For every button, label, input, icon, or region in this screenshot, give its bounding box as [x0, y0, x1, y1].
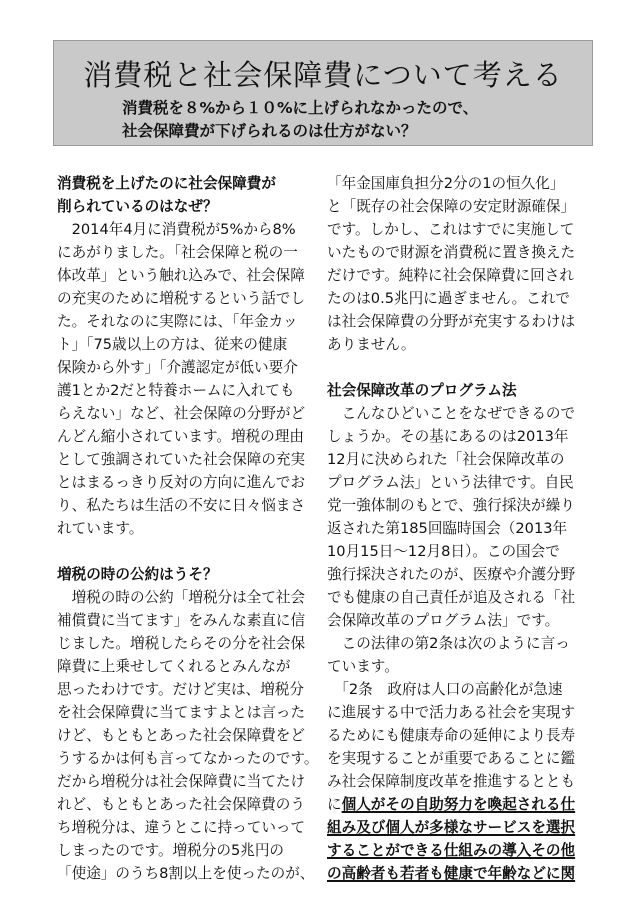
body-line: は社会保障費の分野が充実するわけは: [327, 313, 576, 330]
body-line: です。しかし、これはすでに実施して: [327, 221, 575, 238]
body-line: しまったのです。増税分の5兆円の: [57, 842, 285, 859]
body-line: だから増税分は社会保障費に当てたけ: [57, 773, 306, 790]
body-line: 10月15日～12月8日）。この国会で: [327, 543, 560, 560]
section-heading: 削られているのはなぜ？: [57, 198, 218, 215]
paragraph-gap: [327, 356, 593, 379]
body-line: み社会保障制度改革を推進するととも: [327, 773, 576, 790]
subtitle-line: 社会保障費が下げられるのは仕方がない？: [122, 122, 417, 140]
section-heading: 社会保障改革のプログラム法: [327, 382, 517, 399]
body-line: 思ったわけです。だけど実は、増税分: [57, 681, 304, 698]
body-line: プログラム法」という法律です。自民: [327, 474, 574, 491]
underlined-phrase: 個人がその自助努力を喚起される仕: [341, 796, 576, 813]
body-line: 12月に決められた「社会保障改革の: [327, 451, 565, 468]
law-quote-line: [327, 839, 593, 862]
right-column: [327, 172, 593, 885]
body-line: 障費に上乗せしてくれるとみんなが: [57, 658, 291, 675]
body-line: ています。: [327, 658, 399, 675]
left-column: [57, 172, 319, 885]
body-line: に進展する中で活力ある社会を実現す: [327, 704, 576, 721]
law-quote: [327, 678, 593, 793]
paragraph-gap: [57, 540, 319, 563]
body-line: 補償費に当てます」をみんな素直に信: [57, 612, 306, 629]
body-line: 体改革」という触れ込みで、社会保障: [57, 267, 305, 284]
body-line: 「使途」のうち8割以上を使ったのが、: [57, 865, 315, 882]
body-line: 2014年4月に消費税が5%から8%: [57, 221, 296, 238]
underlined-phrase: することができる仕組みの導入その他: [327, 842, 576, 859]
body-line: を社会保障費に当てますよとは言った: [57, 704, 306, 721]
body-line: 返された第185回臨時国会（2013年: [327, 520, 568, 537]
page-subtitle: [122, 97, 478, 143]
law-quote-line: [327, 816, 593, 839]
section-body: [327, 402, 593, 678]
section-body: [57, 586, 319, 885]
body-line: 「2条 政府は人口の高齢化が急速: [327, 681, 563, 698]
body-line: を実現することが重要であることに鑑: [327, 750, 576, 767]
body-line: いたもので財源を消費税に置き換えた: [327, 244, 576, 261]
body-line: この法律の第2条は次のように言っ: [327, 635, 570, 652]
body-line: でも健康の自己責任が追及される「社: [327, 589, 576, 606]
quote-prefix: に: [327, 796, 342, 813]
body-line: ありません。: [327, 336, 416, 353]
law-quote-line: [327, 793, 593, 816]
page-title: 消費税と社会保障費について考える: [83, 58, 563, 92]
body-line: 会保障改革のプログラム法」です。: [327, 612, 560, 629]
body-line: 保険から外す」「介護認定が低い要介: [57, 359, 298, 376]
section-heading: 増税の時の公約はうそ？: [57, 566, 218, 583]
body-line: じました。増税したらその分を社会保: [57, 635, 306, 652]
body-line: こんなひどいことをなぜできるので: [327, 405, 576, 422]
body-line: けど、もともとあった社会保障費をど: [57, 727, 305, 744]
body-line: 護1とか2だと特養ホームに入れても: [57, 382, 295, 399]
body-line: 「年金国庫負担分2分の1の恒久化」: [327, 175, 565, 192]
body-line: うするかは何も言ってなかったのです。: [57, 750, 319, 767]
body-line: ち増税分は、違うとこに持っていって: [57, 819, 306, 836]
section-heading: 消費税を上げたのに社会保障費が: [57, 175, 276, 192]
underlined-phrase: の高齢者も若者も健康で年齢などに関: [327, 865, 576, 882]
body-line: の充実のために増税するという話でし: [57, 290, 306, 307]
body-line: れています。: [57, 520, 144, 537]
title-banner: [53, 40, 593, 146]
law-quote-underlined: [327, 816, 593, 885]
section-body: [327, 172, 593, 356]
body-line: 党一強体制のもとで、強行採決が繰り: [327, 497, 575, 514]
body-line: ト」「75歳以上の方は、従来の健康: [57, 336, 288, 353]
body-line: 強行採決されたのが、医療や介護分野: [327, 566, 576, 583]
body-line: 増税の時の公約「増税分は全て社会: [57, 589, 306, 606]
section-body: [57, 218, 319, 540]
law-quote-line: [327, 862, 593, 885]
body-line: しょうか。その基にあるのは2013年: [327, 428, 569, 445]
underlined-phrase: 組み及び個人が多様なサービスを選択: [327, 819, 576, 836]
body-line: んどん縮小されています。増税の理由: [57, 428, 304, 445]
subtitle-line: 消費税を８%から１０%に上げられなかったので、: [122, 99, 479, 117]
body-line: にあがりました。「社会保障と税の一: [57, 244, 298, 261]
body-line: たのは0.5兆円に過ぎません。これで: [327, 290, 570, 307]
body-line: だけです。純粋に社会保障費に回され: [327, 267, 574, 284]
body-line: とはまるっきり反対の方向に進んでお: [57, 474, 306, 491]
body-line: るためにも健康寿命の延伸により長寿: [327, 727, 576, 744]
body-line: らえない」など、社会保障の分野がど: [57, 405, 306, 422]
body-line: れど、もともとあった社会保障費のう: [57, 796, 305, 813]
body-line: として強調されていた社会保障の充実: [57, 451, 306, 468]
body-line: た。それなのに実際には、「年金カッ: [57, 313, 298, 330]
body-line: り、私たちは生活の不安に日々悩まさ: [57, 497, 306, 514]
body-line: と「既存の社会保障の安定財源確保」: [327, 198, 576, 215]
